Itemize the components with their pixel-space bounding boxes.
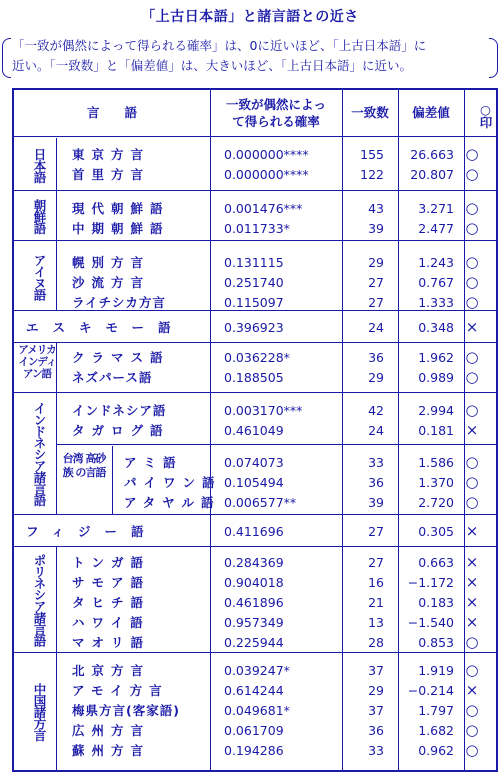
- probability-value: 0.006577**: [224, 495, 297, 510]
- deviation-value: −1.540: [407, 615, 454, 630]
- row-divider: [14, 342, 496, 343]
- header-mark: ○印: [478, 102, 493, 128]
- language-name: アミ語: [124, 455, 183, 470]
- table-row: [14, 700, 496, 721]
- probability-value: 0.194286: [224, 743, 284, 758]
- deviation-value: 0.348: [418, 320, 454, 335]
- table-row: [14, 572, 496, 593]
- probability-value: 0.036228*: [224, 350, 290, 365]
- language-name: ライチシカ方言: [72, 295, 166, 310]
- table-row: [14, 367, 496, 388]
- table-row: [14, 472, 496, 493]
- probability-value: 0.461896: [224, 595, 284, 610]
- deviation-value: 2.720: [418, 495, 454, 510]
- deviation-value: 1.919: [418, 663, 454, 678]
- agreement-count: 122: [360, 167, 384, 182]
- mark-symbol: ○: [465, 493, 479, 511]
- language-name: 現代朝鮮語: [72, 201, 170, 216]
- table-row: [14, 660, 496, 681]
- probability-value: 0.039247*: [224, 663, 290, 678]
- probability-value: 0.000000****: [224, 167, 309, 182]
- table-row: [14, 317, 496, 338]
- language-name: 首里方言: [72, 167, 151, 182]
- agreement-count: 37: [368, 663, 384, 678]
- language-name: 梅県方言(客家語): [72, 703, 180, 718]
- agreement-count: 155: [360, 147, 384, 162]
- table-row: [14, 218, 496, 239]
- group-chinese: 中国諸方言: [32, 683, 47, 741]
- probability-value: 0.105494: [224, 475, 284, 490]
- language-name: エスキモー語: [26, 320, 185, 335]
- mark-symbol: ×: [465, 593, 479, 611]
- deviation-value: 0.183: [418, 595, 454, 610]
- probability-value: 0.461049: [224, 423, 284, 438]
- deviation-value: 0.767: [418, 275, 454, 290]
- deviation-value: −0.214: [407, 683, 454, 698]
- group-ainu: アイヌ語: [32, 254, 47, 300]
- mark-symbol: ×: [465, 573, 479, 591]
- mark-symbol: ○: [465, 273, 479, 291]
- agreement-count: 13: [368, 615, 384, 630]
- table-row: [14, 252, 496, 273]
- table-row: [14, 400, 496, 421]
- deviation-value: 0.305: [418, 524, 454, 539]
- header-language: 言 語: [86, 105, 137, 120]
- probability-value: 0.614244: [224, 683, 284, 698]
- mark-symbol: ○: [465, 165, 479, 183]
- agreement-count: 24: [368, 423, 384, 438]
- table-row: [14, 720, 496, 741]
- probability-value: 0.131115: [224, 255, 284, 270]
- mark-symbol: ×: [465, 681, 479, 699]
- agreement-count: 27: [368, 555, 384, 570]
- mark-symbol: ×: [465, 318, 479, 336]
- language-name: 中期朝鮮語: [72, 221, 170, 236]
- explanatory-note: [6, 36, 494, 76]
- language-name: アタヤル語: [124, 495, 221, 510]
- mark-symbol: ○: [465, 348, 479, 366]
- deviation-value: 1.243: [418, 255, 454, 270]
- probability-value: 0.904018: [224, 575, 284, 590]
- table-row: [14, 198, 496, 219]
- table-row: [14, 452, 496, 473]
- table-row: [14, 144, 496, 165]
- table-row: [14, 164, 496, 185]
- mark-symbol: ○: [465, 199, 479, 217]
- agreement-count: 29: [368, 683, 384, 698]
- probability-value: 0.284369: [224, 555, 284, 570]
- row-divider: [14, 392, 496, 393]
- deviation-value: 0.663: [418, 555, 454, 570]
- probability-value: 0.074073: [224, 455, 284, 470]
- deviation-value: 26.663: [410, 147, 454, 162]
- header-deviation: 偏差値: [412, 105, 450, 120]
- deviation-value: 1.370: [418, 475, 454, 490]
- group-polynesian: ポリネシア諸言語: [32, 554, 47, 646]
- deviation-value: 1.586: [418, 455, 454, 470]
- language-name: マオリ語: [72, 635, 151, 650]
- agreement-count: 42: [368, 403, 384, 418]
- table-row: [14, 632, 496, 653]
- language-name: タヒチ語: [72, 595, 151, 610]
- row-divider: [56, 444, 496, 445]
- table-row: [14, 521, 496, 542]
- row-divider: [14, 546, 496, 547]
- table-row: [14, 347, 496, 368]
- mark-symbol: ○: [465, 453, 479, 471]
- language-name: トンガ語: [72, 555, 151, 570]
- probability-value: 0.115097: [224, 295, 284, 310]
- table-row: [14, 272, 496, 293]
- language-name: アモイ方言: [72, 683, 169, 698]
- deviation-value: 0.989: [418, 370, 454, 385]
- language-name: 幌別方言: [72, 255, 151, 270]
- language-name: フィジー語: [26, 524, 158, 539]
- probability-value: 0.000000****: [224, 147, 309, 162]
- probability-value: 0.411696: [224, 524, 284, 539]
- mark-symbol: ○: [465, 661, 479, 679]
- header-agreement-count: 一致数: [351, 105, 389, 120]
- mark-symbol: ○: [465, 145, 479, 163]
- note-line-2: 近い。「一致数」と「偏差値」は、大きいほど、「上古日本語」に近い。: [12, 58, 413, 73]
- agreement-count: 21: [368, 595, 384, 610]
- agreement-count: 39: [368, 221, 384, 236]
- mark-symbol: ○: [465, 293, 479, 311]
- deviation-value: 1.962: [418, 350, 454, 365]
- group-amerind: アメリカ インディアン語: [18, 344, 56, 380]
- agreement-count: 36: [368, 350, 384, 365]
- mark-symbol: ○: [465, 219, 479, 237]
- deviation-value: 2.477: [418, 221, 454, 236]
- mark-symbol: ○: [465, 741, 479, 759]
- mark-symbol: ×: [465, 421, 479, 439]
- agreement-count: 33: [368, 743, 384, 758]
- group-japanese: 日本語: [32, 147, 47, 183]
- mark-symbol: ×: [465, 522, 479, 540]
- mark-symbol: ○: [465, 701, 479, 719]
- deviation-value: 0.962: [418, 743, 454, 758]
- deviation-value: 2.994: [418, 403, 454, 418]
- row-divider: [14, 190, 496, 191]
- comparison-table: [12, 88, 498, 772]
- agreement-count: 33: [368, 455, 384, 470]
- note-line-1: 「一致が偶然によって得られる確率」は、0に近いほど、「上古日本語」に: [12, 38, 427, 53]
- row-divider: [14, 136, 496, 137]
- probability-value: 0.011733*: [224, 221, 290, 236]
- agreement-count: 24: [368, 320, 384, 335]
- agreement-count: 27: [368, 524, 384, 539]
- group-korean: 朝鮮語: [32, 198, 47, 234]
- table-row: [14, 552, 496, 573]
- language-name: タガログ語: [72, 423, 170, 438]
- deviation-value: 0.181: [418, 423, 454, 438]
- table-row: [14, 612, 496, 633]
- probability-value: 0.251740: [224, 275, 284, 290]
- table-row: [14, 680, 496, 701]
- agreement-count: 29: [368, 370, 384, 385]
- probability-value: 0.957349: [224, 615, 284, 630]
- probability-value: 0.396923: [224, 320, 284, 335]
- language-name: クラマス語: [72, 350, 170, 365]
- mark-symbol: ○: [465, 401, 479, 419]
- mark-symbol: ○: [465, 633, 479, 651]
- agreement-count: 16: [368, 575, 384, 590]
- table-row: [14, 740, 496, 761]
- agreement-count: 27: [368, 275, 384, 290]
- probability-value: 0.003170***: [224, 403, 303, 418]
- language-name: サモア語: [72, 575, 151, 590]
- probability-value: 0.049681*: [224, 703, 290, 718]
- language-name: インドネシア語: [72, 403, 167, 418]
- agreement-count: 29: [368, 255, 384, 270]
- table-row: [14, 492, 496, 513]
- row-divider: [14, 514, 496, 515]
- mark-symbol: ○: [465, 721, 479, 739]
- probability-value: 0.061709: [224, 723, 284, 738]
- agreement-count: 37: [368, 703, 384, 718]
- table-row: [14, 292, 496, 313]
- mark-symbol: ×: [465, 613, 479, 631]
- language-name: パイワン語: [124, 475, 222, 490]
- language-name: 北京方言: [72, 663, 151, 678]
- agreement-count: 43: [368, 201, 384, 216]
- mark-symbol: ○: [465, 368, 479, 386]
- table-row: [14, 592, 496, 613]
- row-divider: [14, 240, 496, 241]
- language-name: 広州方言: [72, 723, 151, 738]
- mark-symbol: ○: [465, 473, 479, 491]
- language-name: 蘇州方言: [72, 743, 151, 758]
- agreement-count: 39: [368, 495, 384, 510]
- group-taiwan: 台湾 高砂族 の言語: [62, 452, 106, 479]
- group-indonesian: インドネシア諸言語: [32, 402, 47, 506]
- agreement-count: 27: [368, 295, 384, 310]
- deviation-value: 20.807: [410, 167, 454, 182]
- language-name: 沙流方言: [72, 275, 151, 290]
- agreement-count: 28: [368, 635, 384, 650]
- agreement-count: 36: [368, 723, 384, 738]
- probability-value: 0.001476***: [224, 201, 303, 216]
- mark-symbol: ×: [465, 553, 479, 571]
- language-name: ネズパース語: [72, 370, 153, 385]
- deviation-value: 3.271: [418, 201, 454, 216]
- language-name: ハワイ語: [72, 615, 150, 630]
- agreement-count: 36: [368, 475, 384, 490]
- deviation-value: −1.172: [407, 575, 454, 590]
- probability-value: 0.225944: [224, 635, 284, 650]
- deviation-value: 1.333: [418, 295, 454, 310]
- deviation-value: 0.853: [418, 635, 454, 650]
- deviation-value: 1.797: [418, 703, 454, 718]
- table-row: [14, 420, 496, 441]
- deviation-value: 1.682: [418, 723, 454, 738]
- page-title: 「上古日本語」と諸言語との近さ: [141, 9, 359, 25]
- mark-symbol: ○: [465, 253, 479, 271]
- header-probability: 一致が偶然によっ て得られる確率: [225, 97, 326, 129]
- probability-value: 0.188505: [224, 370, 284, 385]
- language-name: 東京方言: [72, 147, 151, 162]
